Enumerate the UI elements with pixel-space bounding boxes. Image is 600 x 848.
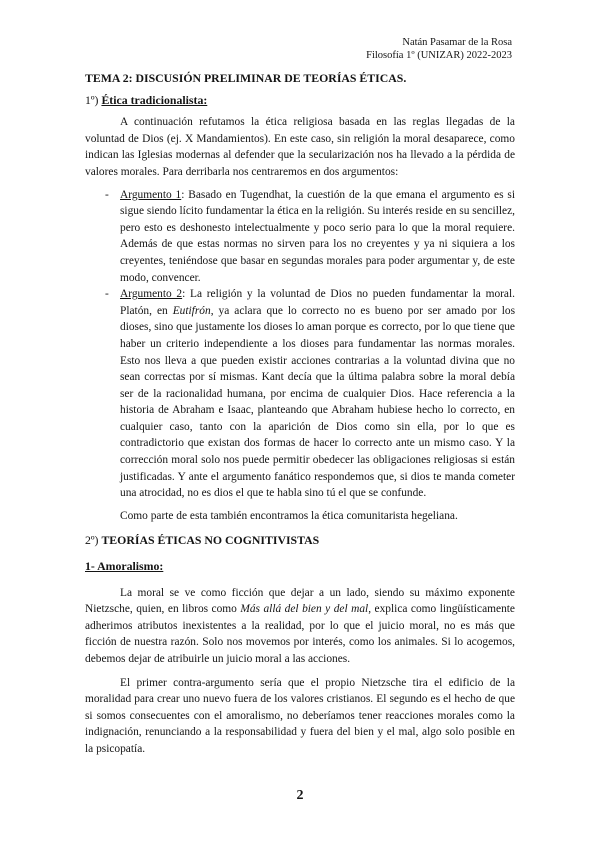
bullet-dash: -	[105, 288, 109, 301]
argument-item-2	[85, 286, 515, 502]
section-1-heading	[85, 92, 515, 109]
paragraph-amoralismo-b: , explica como lingüísticamente adherimos atributos inexistentes a la realidad, por lo que el juicio moral, no es más que ficción de nuestra razón. Solo nos movemos por interés, como los animales. Si lo acogemos, debemos dejar de atribuirle un juicio moral a las acciones.	[85, 603, 515, 665]
document-title: TEMA 2: DISCUSIÓN PRELIMINAR DE TEORÍAS ÉTICAS.	[85, 71, 407, 85]
paragraph-amoralismo-a: La moral se ve como ficción que dejar a un lado, siendo su máximo exponente Nietzsche, quien, en libros como	[85, 586, 515, 616]
argument-2-text-b: , ya aclara que lo correcto no es bueno por ser amado por los dioses, sino que justamente los dioses lo aman porque es correcto, por lo que tiene que haber un criterio independiente a los dioses para fundamentar las normas morales. Esto nos lleva a que pueden existir acciones contrarias a la voluntad divina que no sean correctas por sí mismas. Kant decía que la última palabra sobre la moral debía ser de la racionalidad humana, por encima de cualquier Dios. Hace referencia a la historia de Abraham e Isaac, planteando que Abraham hubiese hecho lo correcto, en cualquier caso, tanto con la aparición de Dios como sin ella, por lo que es contradictorio que existan dos formas de hacer lo correcto ante un mismo caso. Y la corrección moral solo nos puede permitir obedecer las obligaciones religiosas si están justificadas. Y ante el argumento fanático respondemos que, si dios te manda cometer una atrocidad, no es dios el que te habla sino tú el que se confunde.	[120, 304, 516, 500]
argument-2-label: Argumento 2	[120, 288, 183, 301]
section-2-number: 2º)	[85, 533, 102, 548]
argument-list	[85, 187, 515, 502]
book-title: Más allá del bien y del mal	[240, 603, 369, 616]
subsection-amoralismo-heading: 1- Amoralismo:	[85, 559, 164, 574]
paragraph-amoralismo	[85, 585, 515, 668]
paragraph-counterargument: El primer contra-argumento sería que el propio Nietzsche tira el edificio de la moralidad para crear uno nuevo fuera de los valores cristianos. El segundo es el hecho de que si somos consecuentes con el amoralismo, no deberíamos tener reacciones morales como la indignación, renunciando a la responsabilidad y fuera del bien y el mal, algo solo posible en la psicopatía.	[85, 676, 515, 755]
section-2-title: TEORÍAS ÉTICAS NO COGNITIVISTAS	[101, 533, 320, 548]
paragraph-intro: A continuación refutamos la ética religiosa basada en las reglas llegadas de la voluntad de Dios (ej. X Mandamientos). En este caso, sin religión la moral desaparece, como indican las Iglesias modernas al defender que la secularización nos ha llevado a la pérdida de valores morales. Para derribarla nos centraremos en dos argumentos:	[85, 116, 515, 178]
header-author: Natán Pasamar de la Rosa	[402, 37, 512, 48]
argument-2-text-a: : La religión y la voluntad de Dios no pueden fundamentar la moral. Platón, en	[120, 288, 516, 317]
section-1-title: Ética tradicionalista:	[101, 92, 208, 107]
page-number: 2	[296, 788, 304, 803]
argument-1-label: Argumento 1	[120, 188, 182, 201]
header-course: Filosofía 1º (UNIZAR) 2022-2023	[366, 50, 512, 61]
paragraph-comunitarista: Como parte de esta también encontramos la ética comunitarista hegeliana.	[120, 509, 458, 522]
bullet-dash: -	[105, 188, 109, 201]
section-2-heading	[85, 532, 515, 549]
page-header	[366, 36, 512, 62]
argument-2-work-title: Eutifrón	[172, 304, 211, 317]
section-1-number: 1º)	[85, 92, 102, 107]
argument-item-1	[85, 187, 515, 287]
argument-1-text: : Basado en Tugendhat, la cuestión de la que emana el argumento es si sigue siendo lícito fundamentar la ética en la religión. Su interés reside en su sencillez, pero esto es deshonesto intelectualmente y poco serio para lo que la moral requiere. Además de que estas normas no sirven para los no creyentes y ya ni siquiera a los creyentes, teniéndose que basar en segundas morales para poder argumentar y, de este modo, convencer.	[120, 188, 515, 284]
document-body	[85, 70, 515, 758]
